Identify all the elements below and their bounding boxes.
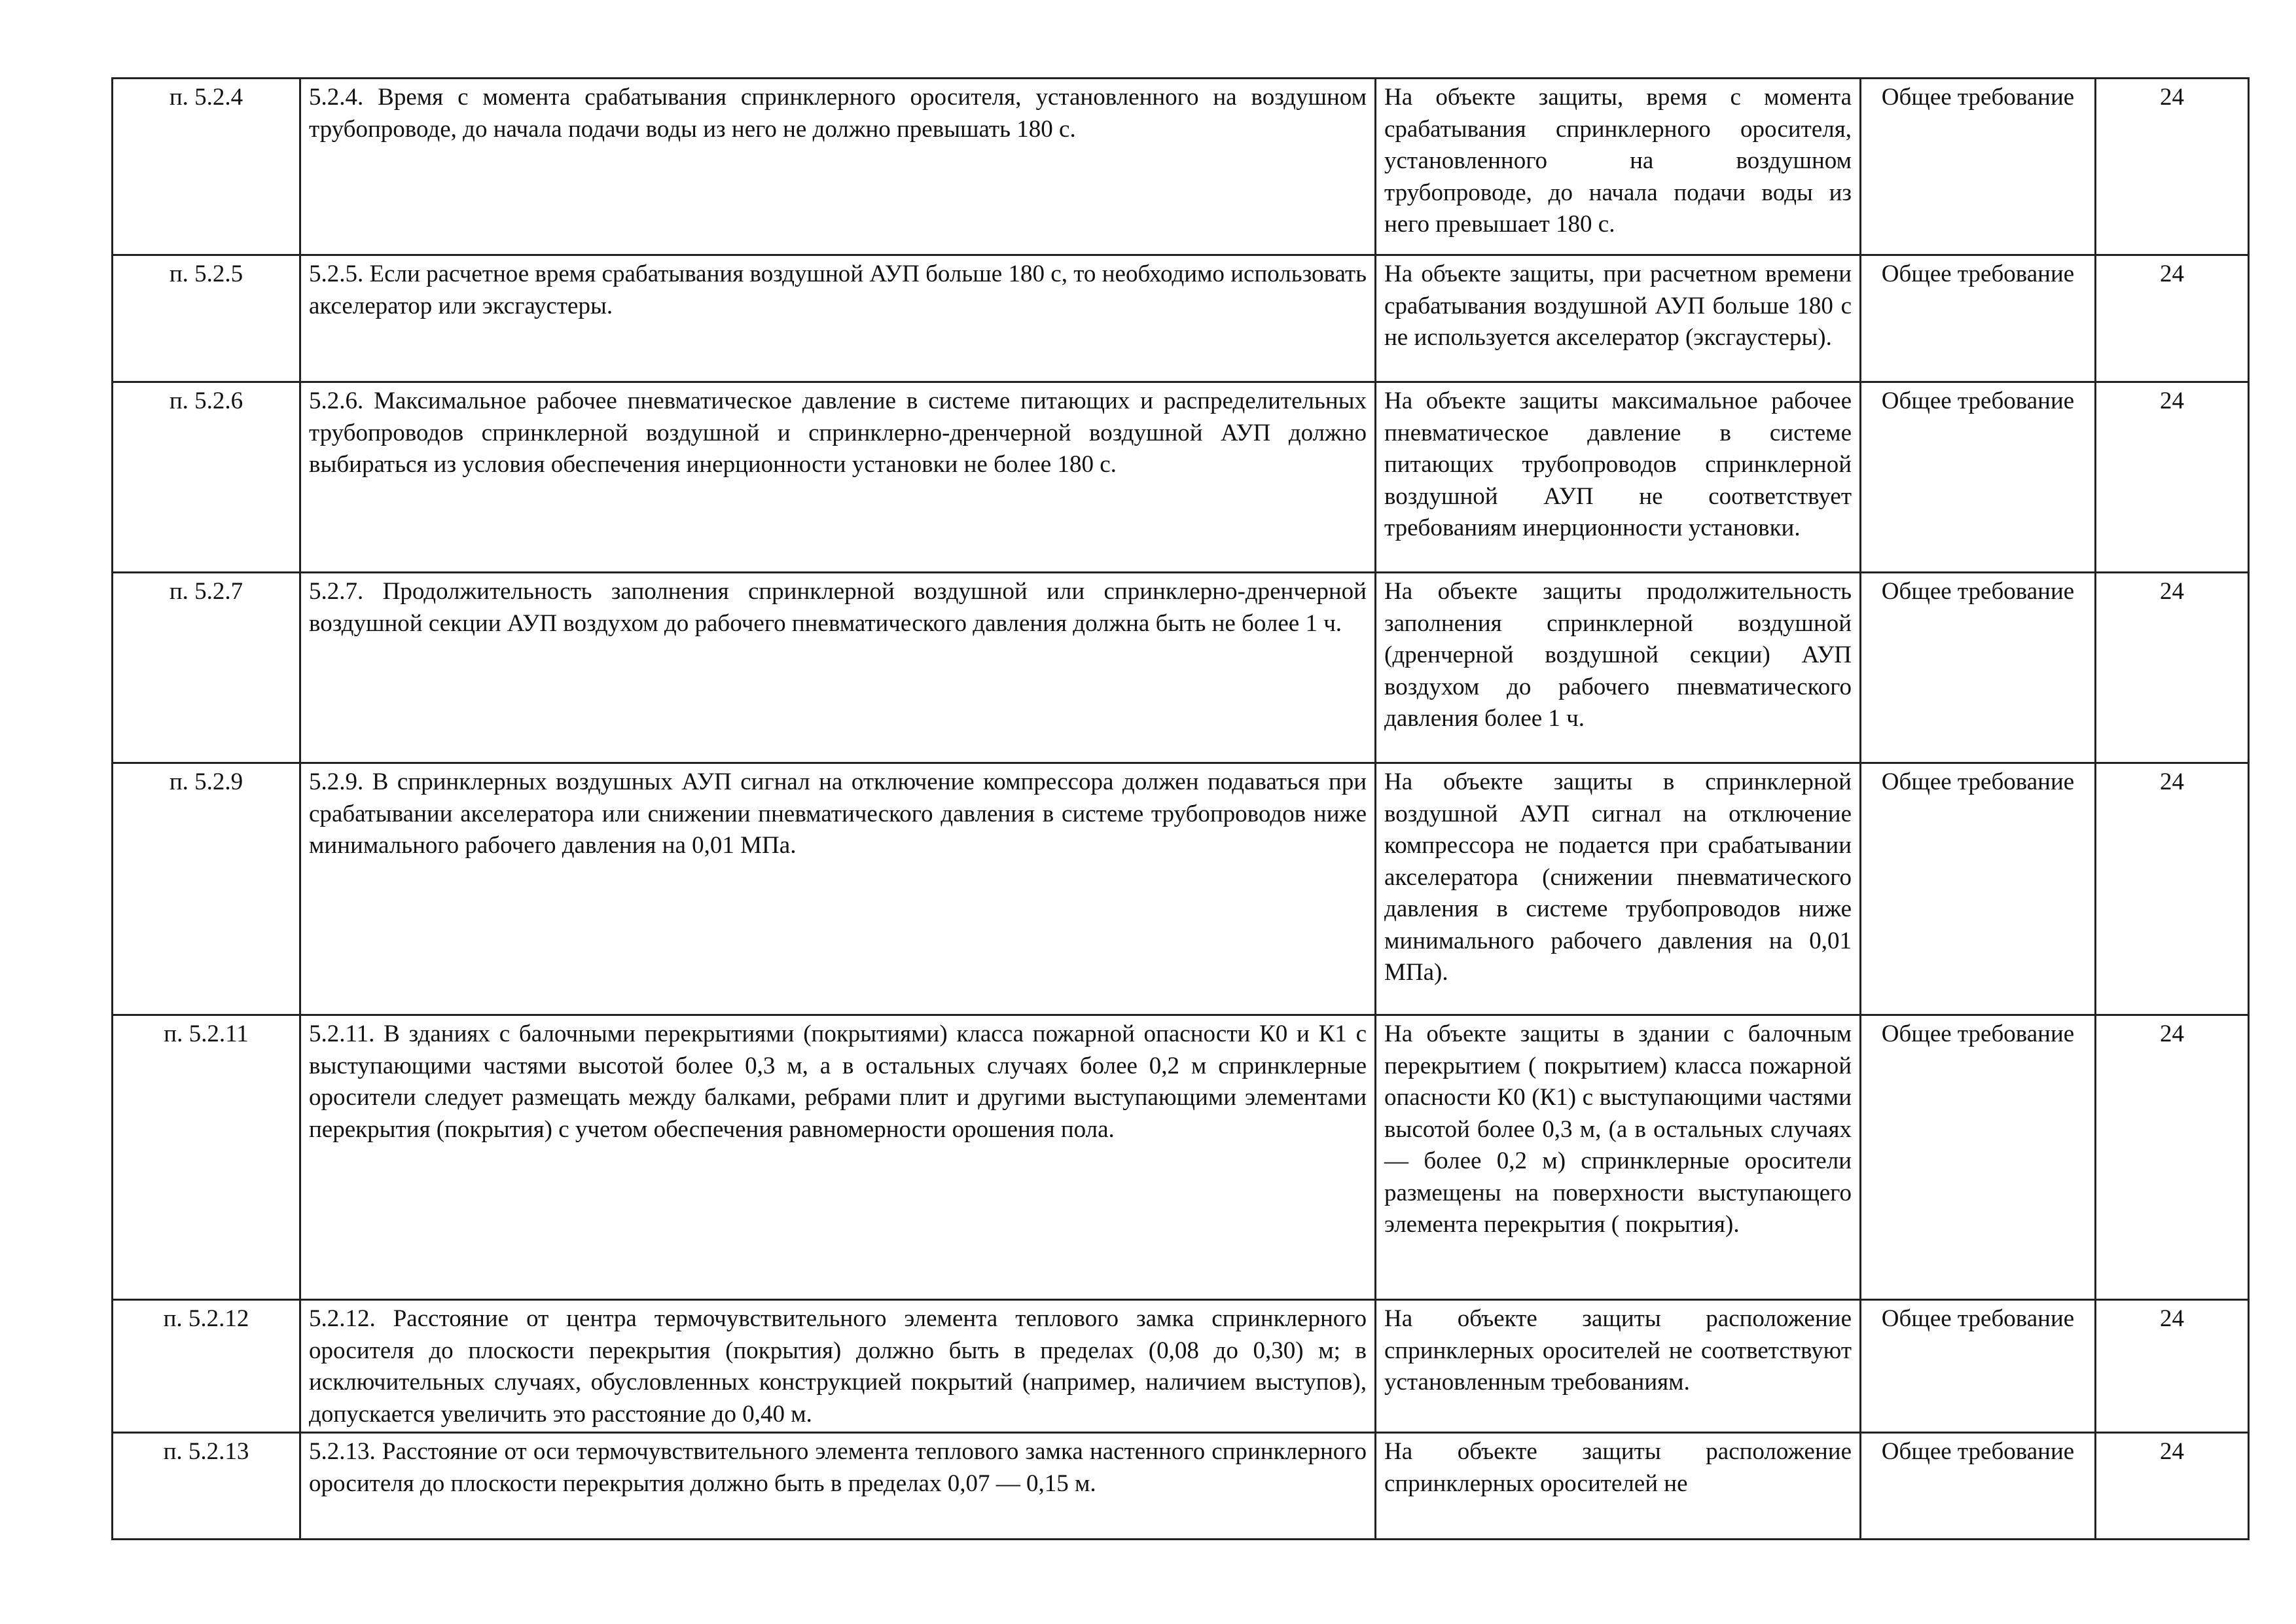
clause-ref: п. 5.2.12 [113,1300,300,1433]
violation-text: На объекте защиты продолжительность заполнения спринклерной воздушной (дренчерной воздушной секции) АУП воздухом до рабочего пневматического давления более 1 ч. [1376,573,1861,763]
requirement-type: Общее требование [1861,1433,2096,1540]
requirement-text: 5.2.12. Расстояние от центра термочувствительного элемента теплового замка спринклерного оросителя до плоскости перекрытия (покрытия) должно быть в пределах (0,08 до 0,30) м; в исключительных случаях, обусловленных конструкцией покрытий (например, наличием выступов), допускается увеличить это расстояние до 0,40 м. [300,1300,1376,1433]
requirement-text: 5.2.4. Время с момента срабатывания спринклерного оросителя, установленного на воздушном трубопроводе, до начала подачи воды из него не должно превышать 180 с. [300,79,1376,255]
clause-ref: п. 5.2.5 [113,255,300,382]
table-row [113,1300,2249,1433]
violation-text: На объекте защиты расположение спринклерных оросителей не [1376,1433,1861,1540]
violation-text: На объекте защиты, при расчетном времени срабатывания воздушной АУП больше 180 с не используется акселератор (эксгаустеры). [1376,255,1861,382]
requirement-text: 5.2.7. Продолжительность заполнения спринклерной воздушной или спринклерно-дренчерной воздушной секции АУП воздухом до рабочего пневматического давления должна быть не более 1 ч. [300,573,1376,763]
row-number: 24 [2096,1433,2249,1540]
row-number: 24 [2096,573,2249,763]
requirement-text: 5.2.9. В спринклерных воздушных АУП сигнал на отключение компрессора должен подаваться при срабатывании акселератора или снижении пневматического давления в системе трубопроводов ниже минимального рабочего давления на 0,01 МПа. [300,763,1376,1015]
table-row [113,1015,2249,1300]
requirement-text: 5.2.13. Расстояние от оси термочувствительного элемента теплового замка настенного спринклерного оросителя до плоскости перекрытия должно быть в пределах 0,07 — 0,15 м. [300,1433,1376,1540]
violation-text: На объекте защиты, время с момента срабатывания спринклерного оросителя, установленного на воздушном трубопроводе, до начала подачи воды из него превышает 180 с. [1376,79,1861,255]
requirement-type: Общее требование [1861,573,2096,763]
requirement-text: 5.2.11. В зданиях с балочными перекрытиями (покрытиями) класса пожарной опасности К0 и К1 с выступающими частями высотой более 0,3 м, а в остальных случаях более 0,2 м спринклерные оросители следует размещать между балками, ребрами плит и другими выступающими элементами перекрытия (покрытия) с учетом обеспечения равномерности орошения пола. [300,1015,1376,1300]
table-row [113,763,2249,1015]
row-number: 24 [2096,1015,2249,1300]
violation-text: На объекте защиты в спринклерной воздушной АУП сигнал на отключение компрессора не подается при срабатывании акселератора (снижении пневматического давления в системе трубопроводов ниже минимального рабочего давления на 0,01 МПа). [1376,763,1861,1015]
requirement-text: 5.2.6. Максимальное рабочее пневматическое давление в системе питающих и распределительных трубопроводов спринклерной воздушной и спринклерно-дренчерной воздушной АУП должно выбираться из условия обеспечения инерционности установки не более 180 с. [300,382,1376,573]
table-row [113,1433,2249,1540]
violation-text: На объекте защиты максимальное рабочее пневматическое давление в системе питающих трубопроводов спринклерной воздушной АУП не соответствует требованиям инерционности установки. [1376,382,1861,573]
table-row [113,382,2249,573]
table-row [113,255,2249,382]
requirement-type: Общее требование [1861,763,2096,1015]
violation-text: На объекте защиты расположение спринклерных оросителей не соответствуют установленным требованиям. [1376,1300,1861,1433]
clause-ref: п. 5.2.4 [113,79,300,255]
requirement-type: Общее требование [1861,79,2096,255]
row-number: 24 [2096,1300,2249,1433]
row-number: 24 [2096,79,2249,255]
clause-ref: п. 5.2.6 [113,382,300,573]
table-row [113,573,2249,763]
clause-ref: п. 5.2.7 [113,573,300,763]
clause-ref: п. 5.2.11 [113,1015,300,1300]
requirement-text: 5.2.5. Если расчетное время срабатывания воздушной АУП больше 180 с, то необходимо использовать акселератор или эксгаустеры. [300,255,1376,382]
row-number: 24 [2096,255,2249,382]
requirement-type: Общее требование [1861,382,2096,573]
requirement-type: Общее требование [1861,1300,2096,1433]
clause-ref: п. 5.2.13 [113,1433,300,1540]
row-number: 24 [2096,382,2249,573]
requirements-table [111,77,2250,1540]
requirement-type: Общее требование [1861,255,2096,382]
violation-text: На объекте защиты в здании с балочным перекрытием ( покрытием) класса пожарной опасности К0 (К1) с выступающими частями высотой более 0,3 м, (а в остальных случаях — более 0,2 м) спринклерные оросители размещены на поверхности выступающего элемента перекрытия ( покрытия). [1376,1015,1861,1300]
table-row [113,79,2249,255]
row-number: 24 [2096,763,2249,1015]
requirement-type: Общее требование [1861,1015,2096,1300]
clause-ref: п. 5.2.9 [113,763,300,1015]
